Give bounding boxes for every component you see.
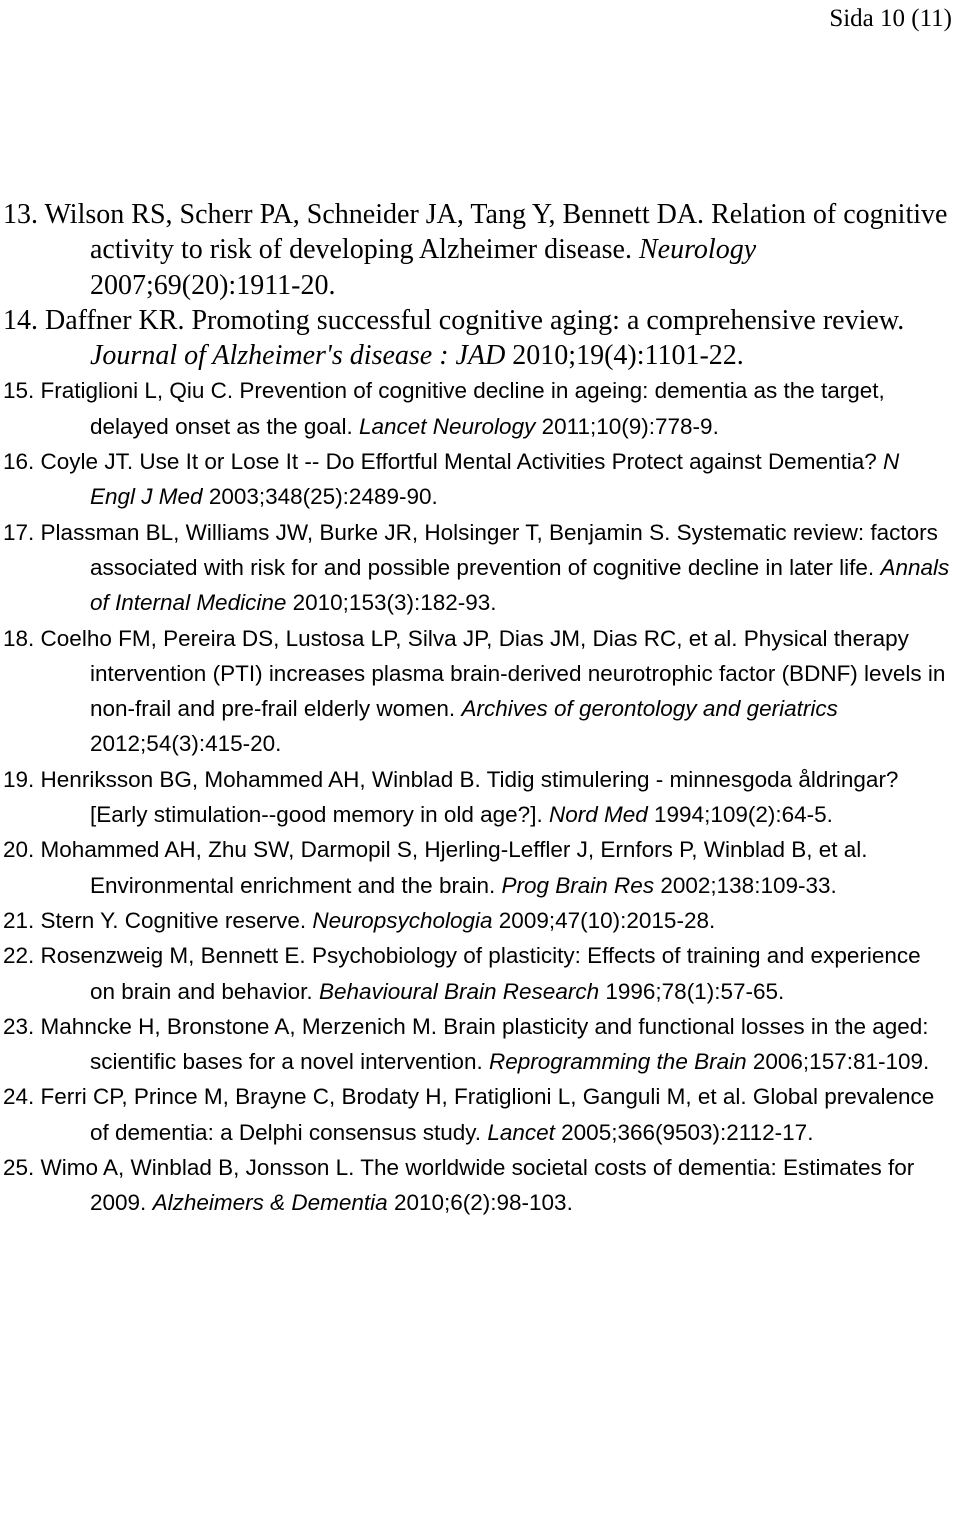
reference-item xyxy=(0,1009,950,1080)
reference-number: 18. xyxy=(3,625,35,651)
reference-authors: Henriksson BG, Mohammed AH, Winblad B. xyxy=(40,766,481,792)
reference-title: Promoting successful cognitive aging: a comprehensive review. xyxy=(191,304,905,336)
reference-number: 24. xyxy=(3,1084,35,1110)
reference-number: 15. xyxy=(3,378,35,404)
reference-citation: 2005;366(9503):2112-17. xyxy=(561,1119,814,1145)
reference-authors: Mahncke H, Bronstone A, Merzenich M. xyxy=(40,1013,437,1039)
reference-authors: Coelho FM, Pereira DS, Lustosa LP, Silva JP, Dias JM, Dias RC, et al. xyxy=(40,625,738,651)
reference-item xyxy=(0,303,950,374)
reference-journal: Alzheimers & Dementia xyxy=(152,1190,388,1216)
reference-title: Systematic review: factors associated with risk for and possible prevention of cognitive decline in later life. xyxy=(90,519,938,580)
reference-number: 14. xyxy=(3,304,38,336)
reference-title: Use It or Lose It -- Do Effortful Mental Activities Protect against Dementia? xyxy=(139,449,877,475)
reference-title: Tidig stimulering - minnesgoda åldringar? [Early stimulation--good memory in old age?]. xyxy=(90,766,899,828)
page-number-header: Sida 10 (11) xyxy=(829,5,952,32)
reference-authors: Ferri CP, Prince M, Brayne C, Brodaty H, Fratiglioni L, Ganguli M, et al. xyxy=(40,1084,747,1110)
reference-item xyxy=(0,444,950,515)
reference-journal: Journal of Alzheimer's disease : JAD xyxy=(90,340,506,372)
reference-journal: Neurology xyxy=(638,234,757,266)
reference-number: 22. xyxy=(3,943,35,969)
reference-authors: Wilson RS, Scherr PA, Schneider JA, Tang Y, Bennett DA. xyxy=(44,199,705,230)
reference-journal: Nord Med xyxy=(548,802,648,828)
reference-item xyxy=(0,197,950,303)
reference-title: Cognitive reserve. xyxy=(124,907,307,933)
reference-title: Global prevalence of dementia: a Delphi consensus study. xyxy=(90,1084,935,1145)
reference-item xyxy=(0,1079,950,1150)
reference-item xyxy=(0,832,950,903)
reference-journal: Neuropsychologia xyxy=(312,907,493,933)
reference-number: 20. xyxy=(3,837,35,863)
reference-title: Relation of cognitive activity to risk of developing Alzheimer disease. xyxy=(90,199,948,266)
reference-number: 13. xyxy=(3,199,38,230)
reference-number: 25. xyxy=(3,1155,35,1181)
reference-journal: Lancet xyxy=(487,1119,555,1145)
reference-item xyxy=(0,621,950,762)
reference-authors: Fratiglioni L, Qiu C. xyxy=(40,378,234,404)
reference-authors: Daffner KR. xyxy=(45,304,185,336)
reference-number: 16. xyxy=(3,449,35,475)
reference-authors: Mohammed AH, Zhu SW, Darmopil S, Hjerling-Leffler J, Ernfors P, Winblad B, et al. xyxy=(40,837,868,863)
reference-citation: 2011;10(9):778-9. xyxy=(541,413,719,439)
reference-citation: 1996;78(1):57-65. xyxy=(605,978,785,1004)
reference-item xyxy=(0,515,950,621)
reference-journal: N Engl J Med xyxy=(90,449,900,510)
reference-citation: 2002;138:109-33. xyxy=(660,872,837,898)
reference-citation: 2006;157:81-109. xyxy=(752,1049,930,1075)
reference-title: Prevention of cognitive decline in ageing: dementia as the target, delayed onset as the goal. xyxy=(90,378,885,439)
reference-authors: Wimo A, Winblad B, Jonsson L. xyxy=(40,1155,355,1181)
reference-number: 21. xyxy=(3,907,35,933)
reference-authors: Stern Y. xyxy=(40,907,119,933)
reference-citation: 2010;153(3):182-93. xyxy=(292,590,497,616)
reference-authors: Rosenzweig M, Bennett E. xyxy=(40,943,306,969)
reference-citation: 2007;69(20):1911-20. xyxy=(90,269,336,301)
reference-citation: 2003;348(25):2489-90. xyxy=(208,484,438,510)
reference-journal: Annals of Internal Medicine xyxy=(90,554,950,616)
reference-title: Environmental enrichment and the brain. xyxy=(90,872,496,898)
reference-journal: Archives of gerontology and geriatrics xyxy=(461,696,838,722)
reference-item xyxy=(0,903,950,938)
reference-item xyxy=(0,938,950,1009)
reference-authors: Plassman BL, Williams JW, Burke JR, Holsinger T, Benjamin S. xyxy=(40,519,671,545)
reference-item xyxy=(0,1150,950,1221)
reference-citation: 2012;54(3):415-20. xyxy=(90,731,282,757)
reference-journal: Prog Brain Res xyxy=(501,872,655,898)
reference-citation: 2010;19(4):1101-22. xyxy=(512,340,744,372)
reference-title: Physical therapy intervention (PTI) increases plasma brain-derived neurotrophic factor (BDNF) levels in non-frail and pre-frail elderly women. xyxy=(90,625,946,722)
reference-item xyxy=(0,762,950,833)
reference-number: 23. xyxy=(3,1013,35,1039)
reference-citation: 2009;47(10):2015-28. xyxy=(498,907,716,933)
reference-citation: 1994;109(2):64-5. xyxy=(654,802,833,828)
reference-title: Brain plasticity and functional losses in the aged: scientific bases for a novel intervention. xyxy=(90,1013,929,1075)
reference-number: 19. xyxy=(3,766,35,792)
reference-authors: Coyle JT. xyxy=(40,449,134,475)
reference-item xyxy=(0,373,950,444)
reference-journal: Behavioural Brain Research xyxy=(318,978,600,1004)
reference-list xyxy=(0,197,950,1221)
reference-journal: Reprogramming the Brain xyxy=(488,1049,747,1075)
reference-journal: Lancet Neurology xyxy=(358,413,536,439)
reference-citation: 2010;6(2):98-103. xyxy=(393,1190,573,1216)
reference-title: The worldwide societal costs of dementia: Estimates for 2009. xyxy=(90,1155,915,1216)
reference-number: 17. xyxy=(3,519,35,545)
reference-title: Psychobiology of plasticity: Effects of training and experience on brain and behavior. xyxy=(90,943,921,1004)
